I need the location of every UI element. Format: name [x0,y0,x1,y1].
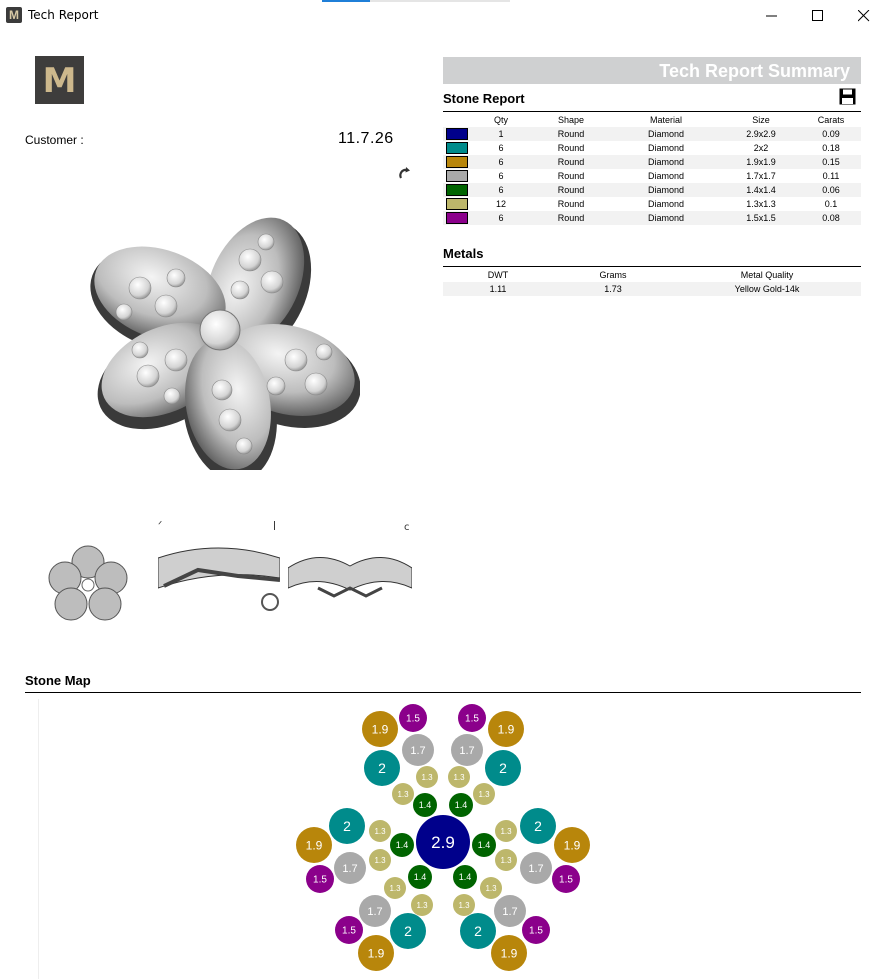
stone-material: Diamond [611,155,721,169]
metal-grams: 1.73 [553,282,673,296]
stone-qty: 12 [495,199,506,209]
stone-row [443,169,861,183]
close-icon [858,10,870,22]
stone-color-swatch [446,128,468,140]
stone-size-label: 2 [378,760,386,777]
window-title: Tech Report [28,8,99,22]
stone-color-swatch [446,198,468,210]
stone-size: 2.9x2.9 [721,127,801,141]
metal-row [443,282,861,296]
stone-size: 1.5x1.5 [721,211,801,225]
stone-shape: Round [531,127,611,141]
stone-size-label: 1.7 [502,905,518,918]
stone-size-label: 1.5 [559,874,573,886]
stone-marker[interactable] [488,711,524,747]
column-header-carats: Carats [817,115,845,125]
flower-shape [80,202,360,470]
stone-size-label: 1.5 [342,925,356,937]
stone-size: 1.4x1.4 [721,183,801,197]
stone-marker[interactable] [451,734,483,766]
stone-color-swatch [446,156,468,168]
stone-size-label: 1.7 [528,862,544,875]
stone-size-label: 1.4 [413,872,427,883]
stone-carats: 0.11 [822,171,840,181]
stone-size-label: 1.3 [485,883,497,893]
stone-size-label: 1.5 [313,874,327,886]
stone-material: Diamond [647,143,685,153]
stone-shape: Round [557,199,585,209]
stone-size-label: 2 [534,818,542,835]
stone-carats: 0.08 [801,211,861,225]
stone-size: 1.3x1.3 [746,199,776,209]
stone-marker[interactable] [362,711,398,747]
stone-marker[interactable] [416,815,470,869]
stone-marker[interactable] [495,849,517,871]
stone-marker[interactable] [453,865,477,889]
stone-marker[interactable] [458,704,486,732]
save-icon[interactable] [839,88,856,105]
column-header-material: Material [649,115,682,125]
stone-row [443,127,861,141]
stone-size-label: 1.9 [367,946,385,961]
stone-marker[interactable] [494,895,526,927]
stone-marker[interactable] [334,852,366,884]
stone-size-label: 1.3 [416,900,428,910]
stone-size-label: 1.4 [418,800,432,811]
column-header-grams: Grams [599,270,627,280]
svg-text:c: c [404,522,410,533]
metal-quality: Yellow Gold-14k [673,282,861,296]
report-date: 11.7.26 [338,130,394,147]
stone-marker[interactable] [390,913,426,949]
stone-report-table [443,113,861,225]
column-header-metal-quality: Metal Quality [740,270,794,280]
app-icon: M [6,7,22,23]
stone-color-swatch [446,212,468,224]
logo-letter: M [42,61,77,101]
stone-marker[interactable] [390,833,414,857]
stone-marker[interactable] [472,833,496,857]
stone-shape: Round [557,171,585,181]
stone-size: 1.7x1.7 [746,171,776,181]
stone-carats: 0.1 [824,199,838,209]
stone-marker[interactable] [296,827,332,863]
stone-marker[interactable] [364,750,400,786]
stone-marker[interactable] [449,793,473,817]
stone-marker[interactable] [554,827,590,863]
stone-color-cell [443,155,471,169]
stone-size-label: 1.7 [367,905,383,918]
stone-material: Diamond [647,171,685,181]
stone-row [443,197,861,211]
stone-marker[interactable] [411,894,433,916]
stone-size-label: 1.3 [397,789,409,799]
stone-carats: 0.18 [822,143,840,153]
stone-row [443,211,861,225]
stone-size-label: 1.4 [458,872,472,883]
metal-dwt: 1.11 [443,282,553,296]
stone-color-cell [443,183,471,197]
stone-size-label: 1.4 [395,840,409,851]
stone-marker[interactable] [408,865,432,889]
stone-size-label: 1.5 [465,713,479,725]
maximize-button[interactable] [795,0,841,31]
stone-size: 2x2 [753,143,769,153]
stone-size-label: 1.5 [529,925,543,937]
stone-marker[interactable] [473,783,495,805]
column-header-color [443,113,471,127]
minimize-button[interactable] [749,0,795,31]
stone-marker[interactable] [520,852,552,884]
stone-size-label: 1.7 [459,744,475,757]
stone-color-cell [443,169,471,183]
column-header-qty: Qty [493,115,508,125]
minimize-icon [766,10,778,22]
stone-size-label: 1.3 [458,900,470,910]
stone-marker[interactable] [491,935,527,971]
stone-shape: Round [557,143,585,153]
stone-marker[interactable] [369,820,391,842]
stone-marker[interactable] [329,808,365,844]
stone-size: 1.9x1.9 [721,155,801,169]
stone-map-title: Stone Map [25,673,91,688]
stone-material: Diamond [611,127,721,141]
stone-size-label: 1.3 [389,883,401,893]
stone-marker[interactable] [480,877,502,899]
stone-marker[interactable] [520,808,556,844]
stone-size-label: 1.9 [500,946,518,961]
stone-marker[interactable] [448,766,470,788]
metals-table-header [443,268,861,282]
column-header-size: Size [752,115,770,125]
stone-color-cell [443,197,471,211]
stone-marker[interactable] [485,750,521,786]
metals-divider [443,266,861,267]
stone-qty: 6 [471,211,531,225]
stone-size-label: 1.3 [453,772,465,782]
company-logo [35,56,84,104]
stone-marker[interactable] [416,766,438,788]
stone-marker[interactable] [392,783,414,805]
stone-size-label: 1.3 [500,855,512,865]
stone-shape: Round [531,155,611,169]
stone-material: Diamond [647,199,685,209]
stone-color-cell [443,127,471,141]
stone-size-label: 1.4 [454,800,468,811]
stone-size-label: 1.5 [406,713,420,725]
column-header-dwt: DWT [487,270,509,280]
stone-map[interactable] [290,700,600,979]
stone-marker[interactable] [413,793,437,817]
summary-title: Tech Report Summary [659,61,850,81]
stone-material: Diamond [611,211,721,225]
stone-qty: 6 [471,155,531,169]
thumbnail-side-view[interactable] [158,518,280,618]
stone-size-label: 1.7 [342,862,358,875]
stone-marker[interactable] [384,877,406,899]
stone-size-label: 2 [343,818,351,835]
stone-qty: 6 [471,183,531,197]
metals-table [443,268,861,296]
stone-carats: 0.06 [801,183,861,197]
stone-size-label: 1.3 [374,826,386,836]
stone-shape: Round [531,211,611,225]
stone-row [443,155,861,169]
stone-marker[interactable] [335,916,363,944]
stone-marker[interactable] [306,865,334,893]
stone-qty: 6 [498,171,504,181]
thumbnail-front-view[interactable] [288,518,412,618]
stone-size-label: 2.9 [431,833,455,853]
stone-row [443,141,861,155]
stone-qty: 6 [498,143,504,153]
summary-header [443,57,861,84]
stone-size-label: 1.9 [371,722,389,737]
stone-color-cell [443,141,471,155]
metals-title: Metals [443,246,484,261]
stone-marker[interactable] [495,820,517,842]
stone-color-swatch [446,184,468,196]
stone-size-label: 1.3 [500,826,512,836]
stone-size-label: 1.9 [305,838,323,853]
stone-color-swatch [446,142,468,154]
stone-size-label: 2 [404,923,412,940]
stone-qty: 1 [471,127,531,141]
stone-report-divider [443,111,861,112]
piece-render[interactable] [80,200,360,470]
stone-marker[interactable] [369,849,391,871]
stone-map-divider [25,692,861,693]
stone-marker[interactable] [358,935,394,971]
stone-material: Diamond [611,183,721,197]
stone-size-label: 2 [499,760,507,777]
stone-marker[interactable] [460,913,496,949]
thumbnail-top-view[interactable] [45,544,131,626]
stone-size-label: 1.3 [421,772,433,782]
stone-table-header [443,113,861,127]
stone-report-title: Stone Report [443,91,525,106]
stone-carats: 0.09 [801,127,861,141]
stone-marker[interactable] [522,916,550,944]
svg-text:ᐟ: ᐟ [158,520,163,531]
stone-color-cell [443,211,471,225]
stone-marker[interactable] [399,704,427,732]
stone-size-label: 1.3 [478,789,490,799]
stone-size-label: 1.9 [563,838,581,853]
title-bar-accent [322,0,370,2]
stone-size-label: 1.3 [374,855,386,865]
stone-row [443,183,861,197]
svg-text:ǀ: ǀ [273,520,276,531]
stone-color-swatch [446,170,468,182]
customer-label: Customer : [25,133,84,147]
stone-marker[interactable] [402,734,434,766]
column-header-shape: Shape [557,115,585,125]
title-bar [0,0,883,31]
rotate-icon[interactable] [398,167,412,181]
stone-carats: 0.15 [801,155,861,169]
stone-size-label: 1.7 [410,744,426,757]
title-bar-accent-secondary [370,0,510,2]
maximize-icon [812,10,824,22]
stone-marker[interactable] [359,895,391,927]
stone-size-label: 1.9 [497,722,515,737]
stone-size-label: 1.4 [477,840,491,851]
stone-marker[interactable] [453,894,475,916]
stone-size-label: 2 [474,923,482,940]
stone-shape: Round [531,183,611,197]
stone-marker[interactable] [552,865,580,893]
close-button[interactable] [841,0,883,31]
